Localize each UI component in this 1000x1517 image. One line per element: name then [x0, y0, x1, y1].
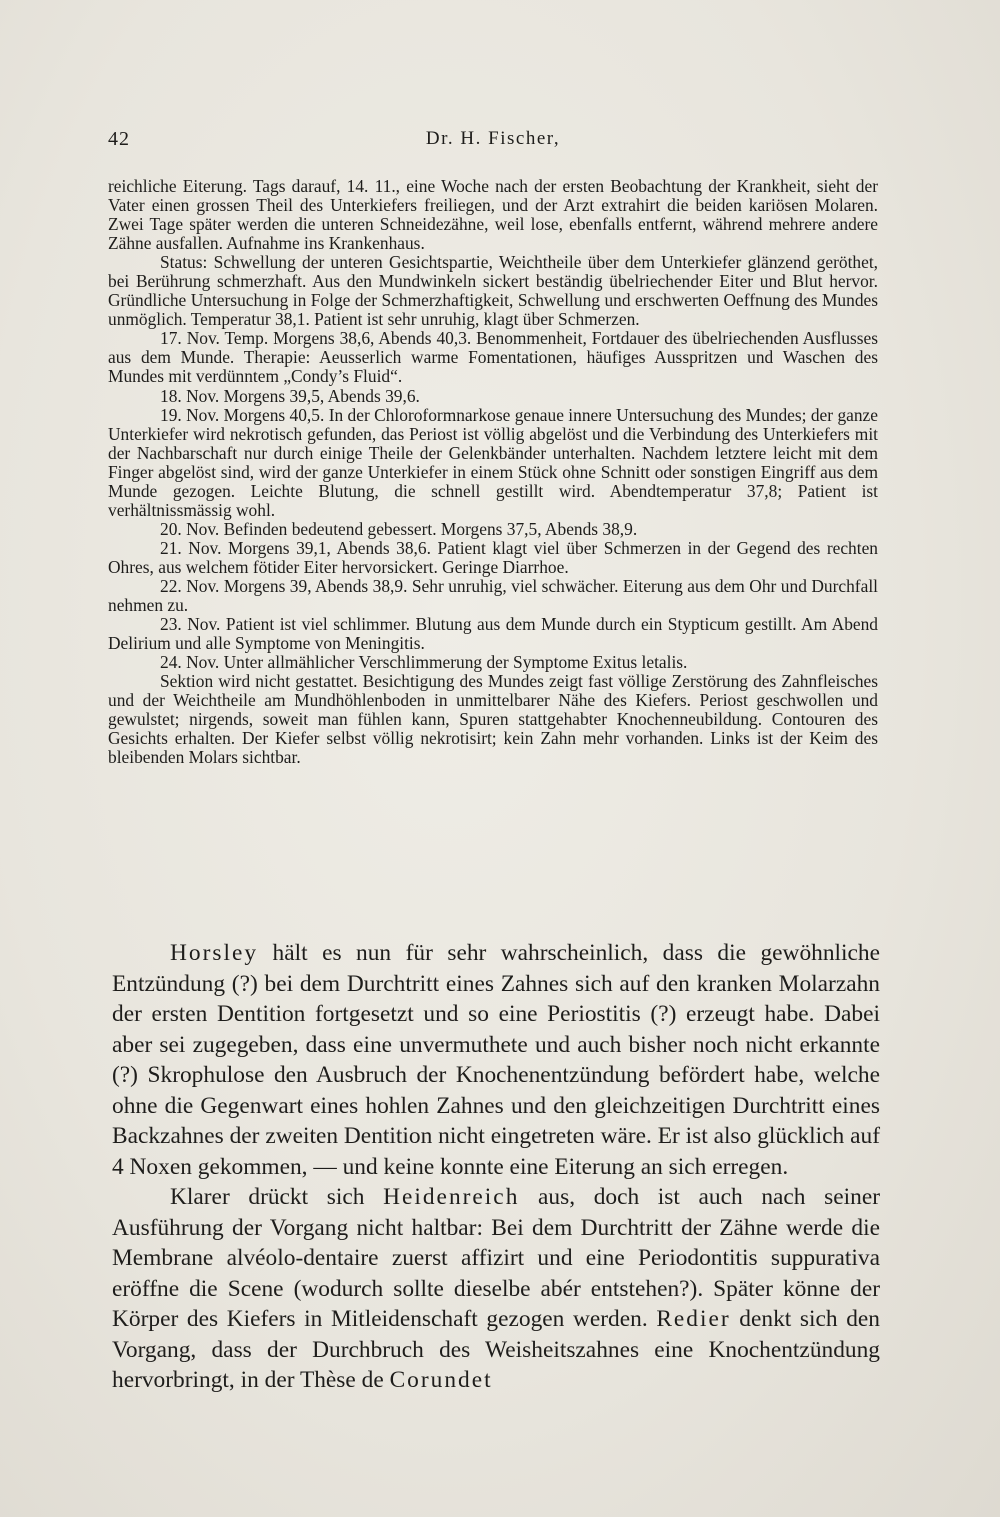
case-paragraph: 19. Nov. Morgens 40,5. In der Chloroformnarkose genaue innere Untersuchung des Mundes; der ganze Unterkiefer wird nekrotisch gefunden, das Periost ist völlig abgelöst und die Verbindung des Unterkiefers mit der Nachbarschaft nur durch einige Theile der Gelenkbänder unterhalten. Nachdem letztere leicht mit dem Finger abgelöst sind, wird der ganze Unterkiefer in einem Stück ohne Schnitt oder sonstigen Eingriff aus dem Munde gezogen. Leichte Blutung, die schnell gestillt wird. Abendtemperatur 37,8; Patient ist verhältnissmässig wohl.	[108, 404, 878, 520]
discussion-paragraph	[112, 938, 880, 1182]
case-paragraph: 21. Nov. Morgens 39,1, Abends 38,6. Patient klagt viel über Schmerzen in der Gegend des rechten Ohres, aus welchem fötider Eiter hervorsickert. Geringe Diarrhoe.	[108, 537, 878, 577]
case-paragraph: Status: Schwellung der unteren Gesichtspartie, Weichtheile über dem Unterkiefer glänzend geröthet, bei Berührung schmerzhaft. Aus den Mundwinkeln sickert beständig übelriechender Eiter und Blut hervor. Gründliche Untersuchung in Folge der Schmerzhaftigkeit, Schwellung und erschwerten Oeffnung des Mundes unmöglich. Temperatur 38,1. Patient ist sehr unruhig, klagt über Schmerzen.	[108, 252, 878, 330]
author-name: Corundet	[389, 1367, 493, 1393]
case-paragraph: 17. Nov. Temp. Morgens 38,6, Abends 40,3. Benommenheit, Fortdauer des übelriechenden Ausflusses aus dem Munde. Therapie: Aeusserlich warme Fomentationen, häufiges Ausspritzen und Waschen des Mundes mit verdünntem „Condy’s Fluid“.	[108, 328, 878, 387]
case-report	[108, 177, 878, 767]
discussion-text	[112, 938, 880, 1396]
discussion-paragraph	[112, 1182, 880, 1396]
paragraph-text: aus, doch ist auch nach seiner Ausführung der Vorgang nicht haltbar: Bei dem Durchtritt der Zähne werde die Membrane alvéolo-dentaire zuerst affizirt und eine Periodontitis suppurativa eröffne die Scene (wodurch sollte dieselbe abér entstehen?). Später könne der Körper des Kiefers in Mitleidenschaft gezogen werden.	[112, 1184, 880, 1332]
case-paragraph: 22. Nov. Morgens 39, Abends 38,9. Sehr unruhig, viel schwächer. Eiterung aus dem Ohr und Durchfall nehmen zu.	[108, 575, 878, 616]
case-paragraph: 20. Nov. Befinden bedeutend gebessert. Morgens 37,5, Abends 38,9.	[160, 518, 638, 539]
case-paragraph: 23. Nov. Patient ist viel schlimmer. Blutung aus dem Munde durch ein Stypticum gestillt. Am Abend Delirium und alle Symptome von Meningitis.	[108, 614, 878, 654]
case-paragraph: Sektion wird nicht gestattet. Besichtigung des Mundes zeigt fast völlige Zerstörung des Zahnfleisches und der Weichtheile am Mundhöhlenboden in unmittelbarer Nähe des Kiefers. Periost geschwollen und gewulstet; nirgends, soweit man fühlen kann, Spuren stattgehabter Knochenneubildung. Contouren des Gesichts erhalten. Der Kiefer selbst völlig nekrotisirt; kein Zahn mehr vorhanden. Links ist der Keim des bleibenden Molars sichtbar.	[108, 671, 878, 768]
running-title: Dr. H. Fischer,	[425, 128, 561, 149]
paragraph-text: denkt sich den Vorgang, dass der Durchbruch des Weisheitszahnes eine Knochentzündung hervorbringt, in der Thèse de	[112, 1306, 880, 1393]
page-number: 42	[108, 128, 130, 150]
author-name: Redier	[656, 1306, 731, 1332]
case-paragraph: 24. Nov. Unter allmählicher Verschlimmerung der Symptome Exitus letalis.	[160, 652, 688, 673]
author-name: Heidenreich	[383, 1184, 520, 1210]
paragraph-text: Klarer drückt sich	[170, 1184, 384, 1210]
case-paragraph: reichliche Eiterung. Tags darauf, 14. 11., eine Woche nach der ersten Beobachtung der Krankheit, sieht der Vater einen grossen Theil des Unterkiefers freiliegen, und der Arzt extrahirt die beiden kariösen Molaren. Zwei Tage später werden die unteren Schneidezähne, weil lose, ebenfalls entfernt, während mehrere andere Zähne ausfallen. Aufnahme ins Krankenhaus.	[108, 176, 878, 254]
paragraph-text: hält es nun für sehr wahrscheinlich, dass die gewöhnliche Entzündung (?) bei dem Durchtritt eines Zahnes sich auf den kranken Molarzahn der ersten Dentition fortgesetzt und so eine Periostitis (?) erzeugt habe. Dabei aber sei zugegeben, dass eine unvermuthete und auch bisher noch nicht erkannte (?) Skrophulose den Ausbruch der Knochenentzündung befördert habe, welche ohne die Gegenwart eines hohlen Zahnes und den gleichzeitigen Durchtritt eines Backzahnes der zweiten Dentition nicht eingetreten wäre. Er ist also glücklich auf 4 Noxen gekommen, — und keine konnte eine Eiterung an sich erregen.	[112, 940, 880, 1180]
running-head	[108, 128, 878, 154]
author-name: Horsley	[170, 940, 259, 966]
case-paragraph: 18. Nov. Morgens 39,5, Abends 39,6.	[160, 385, 420, 406]
